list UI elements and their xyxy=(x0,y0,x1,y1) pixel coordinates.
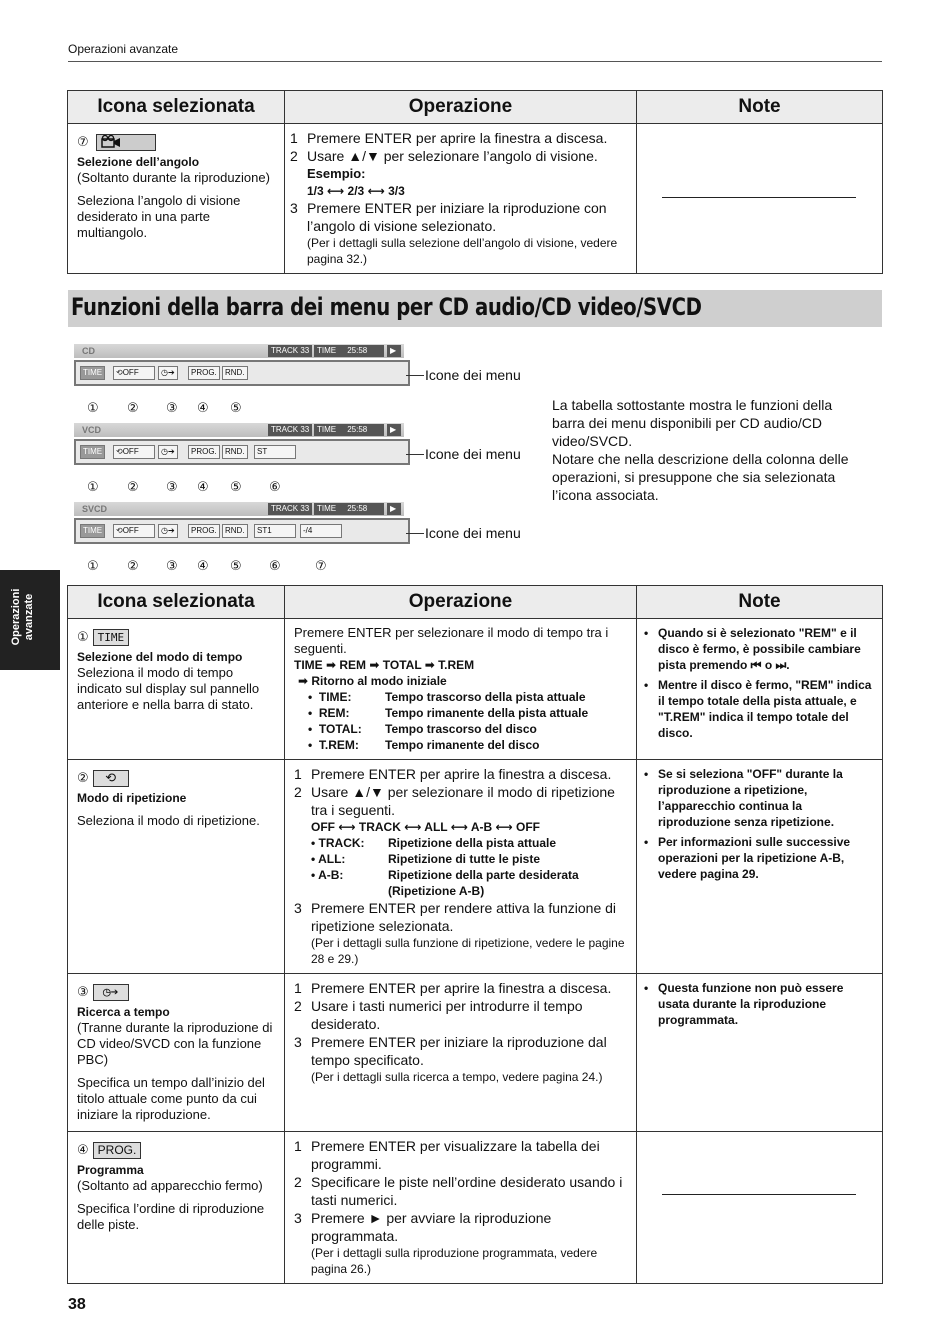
menu-icon-program[interactable]: PROG. xyxy=(188,445,220,459)
step-text: Usare ▲/▼ per selezionare l’angolo di visione. xyxy=(307,148,598,164)
marker-7: ⑦ xyxy=(315,558,327,573)
marker-3: ③ xyxy=(166,479,178,494)
time-value: 25:58 xyxy=(347,425,368,434)
section-banner xyxy=(68,290,882,327)
disc-label: VCD xyxy=(82,425,102,435)
menu-icon-time[interactable]: TIME xyxy=(80,366,105,380)
menubar-svcd xyxy=(74,502,404,544)
item-number: ① xyxy=(77,629,89,644)
time-display xyxy=(314,345,384,357)
cell-note-time-mode: • Quando si è selezionato "REM" e il disco è fermo, è possibile cambiare pista premendo ⏮ o ⏭. • Mentre il disco è fermo, "REM" indica il tempo totale della pista attuale, e "T.REM" indica il tempo totale del disco. xyxy=(637,619,883,760)
op-sequence-return: ➡ Ritorno al modo iniziale xyxy=(298,674,447,688)
def-key: • A-B: xyxy=(311,868,344,882)
running-header: Operazioni avanzate xyxy=(68,42,179,56)
intro-text xyxy=(552,396,852,504)
item-title: Selezione del modo di tempo xyxy=(77,650,243,665)
step-text: Premere ENTER per iniziare la riproduzione con l’angolo di visione selezionato. xyxy=(307,200,607,234)
menu-icon-time[interactable]: TIME xyxy=(80,445,105,459)
step-number: 2 xyxy=(290,148,298,164)
menu-icon-time[interactable]: TIME xyxy=(80,524,105,538)
program-icon: PROG. xyxy=(93,1142,142,1159)
play-icon: ▶ xyxy=(387,503,401,515)
marker-1: ① xyxy=(87,400,99,415)
def-key-text: T.REM: xyxy=(318,738,359,752)
def-value: Ripetizione della pista attuale xyxy=(388,836,557,850)
step-number: 2 xyxy=(294,1174,302,1191)
reference-note: (Per i dettagli sulla ricerca a tempo, vedere pagina 24.) xyxy=(311,1070,603,1084)
note-item: Questa funzione non può essere usata durante la riproduzione programmata. xyxy=(658,981,844,1027)
item-condition: (Tranne durante la riproduzione di CD video/SVCD con la funzione PBC) xyxy=(77,1020,273,1068)
marker-3: ③ xyxy=(166,558,178,573)
menu-icon-repeat[interactable]: ⟲OFF xyxy=(113,366,155,380)
cell-icon-angle xyxy=(68,124,285,274)
step-number: 2 xyxy=(294,784,302,800)
cell-operation-repeat xyxy=(285,760,637,974)
callout-line xyxy=(406,375,424,376)
def-key-text: ALL: xyxy=(318,852,346,866)
step-number: 2 xyxy=(294,998,302,1014)
disc-label: CD xyxy=(82,346,95,356)
menu-icon-time-search[interactable]: ◷➔ xyxy=(158,524,178,538)
time-display xyxy=(314,424,384,436)
menu-icon-repeat[interactable]: ⟲OFF xyxy=(113,445,155,459)
track-display: TRACK 33 xyxy=(268,503,312,515)
step-text: Usare i tasti numerici per introdurre il tempo desiderato. xyxy=(311,998,583,1032)
step-text: Premere ENTER per aprire la finestra a discesa. xyxy=(311,766,612,782)
item-description: Seleziona l’angolo di visione desiderato in una parte multiangolo. xyxy=(77,193,241,241)
callout-line xyxy=(406,533,424,534)
menubar-vcd xyxy=(74,423,404,465)
item-description: Seleziona il modo di tempo indicato sul display sul pannello anteriore e nella barra di stato. xyxy=(77,665,260,713)
item-condition: (Soltanto ad apparecchio fermo) xyxy=(77,1178,263,1194)
example-sequence: 1/3 ⟷ 2/3 ⟷ 3/3 xyxy=(307,184,405,198)
menubar-cd xyxy=(74,344,404,386)
marker-1: ① xyxy=(87,558,99,573)
angle-table xyxy=(67,90,883,274)
note-item: Quando si è selezionato "REM" e il disco è fermo, è possibile cambiare pista premendo ⏮ o ⏭. xyxy=(658,626,861,672)
marker-4: ④ xyxy=(197,558,209,573)
time-label: TIME xyxy=(317,425,337,434)
side-tab xyxy=(0,570,60,670)
cell-icon-program xyxy=(68,1132,285,1284)
def-key: • TOTAL: xyxy=(308,722,362,736)
cell-operation-time-mode xyxy=(285,619,637,760)
step-number: 1 xyxy=(290,130,298,146)
play-icon: ▶ xyxy=(387,424,401,436)
callout-line xyxy=(406,454,424,455)
step-text: Premere ENTER per iniziare la riproduzione dal tempo specificato. xyxy=(311,1034,607,1068)
marker-6: ⑥ xyxy=(269,558,281,573)
step-number: 1 xyxy=(294,766,302,782)
def-key: • TIME: xyxy=(308,690,352,704)
time-value: 25:58 xyxy=(347,346,368,355)
item-title: Programma xyxy=(77,1163,144,1178)
cell-icon-time-mode xyxy=(68,619,285,760)
menu-icon-random[interactable]: RND. xyxy=(222,366,248,380)
step-number: 3 xyxy=(294,900,302,916)
def-key-text: TRACK: xyxy=(318,836,365,850)
marker-4: ④ xyxy=(197,400,209,415)
def-key-text: TOTAL: xyxy=(318,722,362,736)
play-icon: ▶ xyxy=(387,345,401,357)
def-key-text: REM: xyxy=(318,706,350,720)
def-value: Tempo rimanente del disco xyxy=(385,738,540,752)
cell-icon-repeat xyxy=(68,760,285,974)
section-title: Funzioni della barra dei menu per CD audio/CD video/SVCD xyxy=(71,293,702,321)
col-header-icon: Icona selezionata xyxy=(68,91,285,124)
time-icon: TIME xyxy=(93,629,130,646)
header-rule xyxy=(68,61,882,62)
def-key: • TRACK: xyxy=(311,836,365,850)
time-value: 25:58 xyxy=(347,504,368,513)
time-label: TIME xyxy=(317,504,337,513)
item-number: ③ xyxy=(77,984,89,999)
intro-p1: La tabella sottostante mostra le funzioni della barra dei menu disponibili per CD audio/CD video/SVCD. xyxy=(552,397,833,449)
step-text: Usare ▲/▼ per selezionare il modo di ripetizione tra i seguenti. xyxy=(311,784,615,818)
step-text: Premere ENTER per aprire la finestra a discesa. xyxy=(311,980,612,996)
item-description: Seleziona il modo di ripetizione. xyxy=(77,813,260,829)
item-title: Modo di ripetizione xyxy=(77,791,187,806)
reference-note: (Per i dettagli sulla selezione dell’angolo di visione, vedere pagina 32.) xyxy=(307,236,618,266)
callout-menu-icons: Icone dei menu xyxy=(425,367,521,383)
menu-icon-time-search[interactable]: ◷➔ xyxy=(158,445,178,459)
col-header-operation: Operazione xyxy=(285,586,637,619)
op-sequence: OFF ⟷ TRACK ⟷ ALL ⟷ A-B ⟷ OFF xyxy=(311,820,541,834)
def-key: • T.REM: xyxy=(308,738,359,752)
menu-icon-program[interactable]: PROG. xyxy=(188,366,220,380)
def-key: • REM: xyxy=(308,706,350,720)
item-title: Ricerca a tempo xyxy=(77,1005,170,1020)
time-label: TIME xyxy=(317,346,337,355)
menu-icon-random[interactable]: RND. xyxy=(222,445,248,459)
step-text: Premere ENTER per aprire la finestra a discesa. xyxy=(307,130,608,146)
note-item: Mentre il disco è fermo, "REM" indica il tempo totale della pista attuale, e "T.REM" indica il tempo totale del disco. xyxy=(658,678,872,740)
time-display xyxy=(314,503,384,515)
item-description: Specifica l’ordine di riproduzione delle piste. xyxy=(77,1201,265,1233)
functions-table xyxy=(67,585,883,1284)
marker-1: ① xyxy=(87,479,99,494)
note-item: Se si seleziona "OFF" durante la riproduzione a ripetizione, l’apparecchio continua la riproduzione senza ripetizione. xyxy=(658,767,843,829)
def-value: Ripetizione di tutte le piste xyxy=(388,852,541,866)
empty-note-line xyxy=(662,197,856,198)
def-key: • ALL: xyxy=(311,852,346,866)
page-number: 38 xyxy=(68,1296,86,1313)
step-number: 1 xyxy=(294,1138,302,1155)
menu-icon-time-search[interactable]: ◷➔ xyxy=(158,366,178,380)
callout-menu-icons: Icone dei menu xyxy=(425,525,521,541)
col-header-note: Note xyxy=(637,586,883,619)
step-number: 3 xyxy=(294,1034,302,1050)
reference-note: (Per i dettagli sulla riproduzione programmata, vedere pagina 26.) xyxy=(311,1246,598,1277)
col-header-icon: Icona selezionata xyxy=(68,586,285,619)
col-header-note: Note xyxy=(637,91,883,124)
side-tab-label: Operazioni avanzate xyxy=(10,588,35,646)
menu-icon-audio[interactable]: ST xyxy=(254,445,296,459)
step-text: Premere ENTER per visualizzare la tabella dei programmi. xyxy=(311,1138,600,1173)
menu-icon-random[interactable]: RND. xyxy=(222,524,248,538)
track-display: TRACK 33 xyxy=(268,424,312,436)
step-number: 3 xyxy=(294,1210,302,1227)
cell-note-angle xyxy=(637,124,883,274)
menu-icon-repeat[interactable]: ⟲OFF xyxy=(113,524,155,538)
col-header-operation: Operazione xyxy=(285,91,637,124)
marker-4: ④ xyxy=(197,479,209,494)
marker-2: ② xyxy=(127,479,139,494)
marker-5: ⑤ xyxy=(230,479,242,494)
track-display: TRACK 33 xyxy=(268,345,312,357)
cell-operation-time-search xyxy=(285,974,637,1132)
step-number: 3 xyxy=(290,200,298,216)
item-description: Specifica un tempo dall’inizio del titolo attuale come punto da cui iniziare la riproduzione. xyxy=(77,1075,265,1123)
cell-operation-angle xyxy=(285,124,637,274)
marker-6: ⑥ xyxy=(269,479,281,494)
intro-p2: Notare che nella descrizione della colonna delle operazioni, si presuppone che sia selezionata l’icona associata. xyxy=(552,451,849,503)
empty-note-line xyxy=(662,1194,856,1195)
def-value: Ripetizione della parte desiderata (Ripetizione A-B) xyxy=(388,868,579,898)
time-search-icon: ◷➔ xyxy=(93,984,129,1001)
step-number: 1 xyxy=(294,980,302,996)
def-value: Tempo trascorso del disco xyxy=(385,722,537,736)
item-title: Selezione dell’angolo xyxy=(77,155,200,170)
menu-icon-audio[interactable]: ST1 xyxy=(254,524,296,538)
menu-icon-program[interactable]: PROG. xyxy=(188,524,220,538)
item-number: ⑦ xyxy=(77,134,89,149)
marker-5: ⑤ xyxy=(230,400,242,415)
def-value: Tempo rimanente della pista attuale xyxy=(385,706,589,720)
marker-2: ② xyxy=(127,558,139,573)
reference-note: (Per i dettagli sulla funzione di ripetizione, vedere le pagine 28 e 29.) xyxy=(311,936,625,966)
marker-3: ③ xyxy=(166,400,178,415)
cell-note-program xyxy=(637,1132,883,1284)
menu-icon-subtitle[interactable]: -/4 xyxy=(300,524,342,538)
op-intro: Premere ENTER per selezionare il modo di tempo tra i seguenti. xyxy=(294,625,609,656)
cell-icon-time-search xyxy=(68,974,285,1132)
step-text: Premere ENTER per rendere attiva la funzione di ripetizione selezionata. xyxy=(311,900,617,934)
callout-menu-icons: Icone dei menu xyxy=(425,446,521,462)
step-text: Specificare le piste nell’ordine desiderato usando i tasti numerici. xyxy=(311,1174,623,1209)
cell-operation-program xyxy=(285,1132,637,1284)
op-sequence: TIME ➡ REM ➡ TOTAL ➡ T.REM xyxy=(294,658,475,672)
cell-note-time-search: • Questa funzione non può essere usata durante la riproduzione programmata. xyxy=(637,974,883,1132)
item-condition: (Soltanto durante la riproduzione) xyxy=(77,170,270,186)
repeat-icon: ⟲ xyxy=(93,770,129,787)
def-key-text: TIME: xyxy=(318,690,352,704)
step-text: Premere ► per avviare la riproduzione programmata. xyxy=(311,1210,552,1245)
note-item: Per informazioni sulle successive operazioni per la ripetizione A-B, vedere pagina 29. xyxy=(658,835,851,881)
item-number: ② xyxy=(77,770,89,785)
cell-note-repeat: • Se si seleziona "OFF" durante la riproduzione a ripetizione, l’apparecchio continua la riproduzione senza ripetizione. • Per informazioni sulle successive operazioni per la ripetizione A-B, vedere pagina 29. xyxy=(637,760,883,974)
def-value: Tempo trascorso della pista attuale xyxy=(385,690,586,704)
def-key-text: A-B: xyxy=(318,868,344,882)
item-number: ④ xyxy=(77,1142,89,1158)
disc-label: SVCD xyxy=(82,504,108,514)
marker-5: ⑤ xyxy=(230,558,242,573)
example-label: Esempio: xyxy=(307,166,366,181)
camera-icon xyxy=(96,134,156,151)
marker-2: ② xyxy=(127,400,139,415)
